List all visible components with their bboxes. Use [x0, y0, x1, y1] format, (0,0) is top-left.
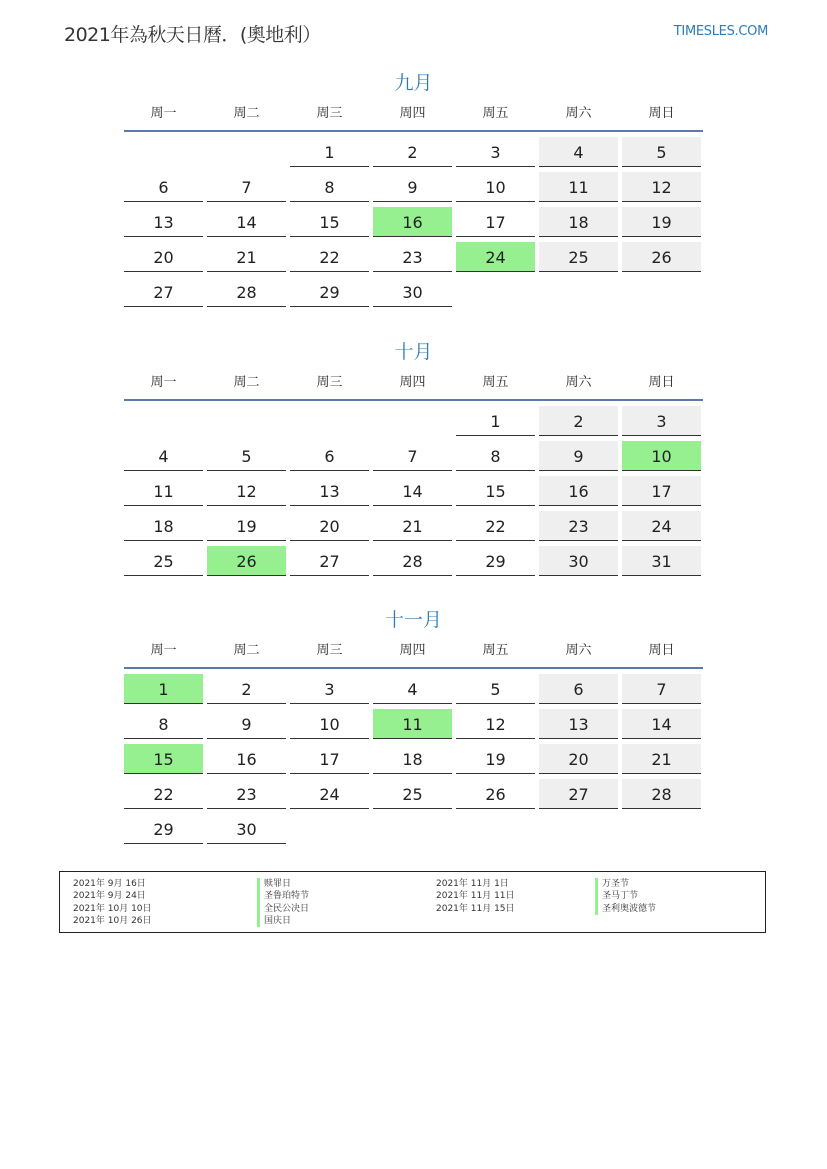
empty-cell [124, 406, 203, 435]
day-cell: 3 [622, 406, 701, 436]
holiday-day-cell: 11 [373, 709, 452, 739]
day-cell: 10 [456, 172, 535, 202]
legend-holiday-date: 2021年 11月 15日 [436, 903, 515, 914]
day-cell: 1 [456, 406, 535, 436]
day-cell: 11 [539, 172, 618, 202]
day-cell: 15 [290, 207, 369, 237]
month-title: 九月 [394, 72, 433, 94]
legend-holiday-name: 万圣节 [595, 878, 656, 890]
day-cell: 1 [290, 137, 369, 167]
weekday-label: 周三 [316, 643, 343, 658]
legend-holiday-date: 2021年 10月 10日 [73, 903, 152, 914]
weekday-label: 周日 [648, 106, 675, 121]
day-cell: 3 [456, 137, 535, 167]
day-cell: 16 [207, 744, 286, 774]
holiday-day-cell: 24 [456, 242, 535, 272]
month-title: 十一月 [384, 609, 442, 631]
day-cell: 21 [622, 744, 701, 774]
month-title: 十月 [394, 341, 433, 363]
day-cell: 6 [290, 441, 369, 471]
day-cell: 5 [622, 137, 701, 167]
legend-holiday-date: 2021年 11月 1日 [436, 879, 509, 889]
month-october [124, 339, 703, 576]
weekday-label: 周一 [150, 106, 177, 121]
day-cell: 23 [539, 511, 618, 541]
weekday-label: 周日 [648, 375, 675, 390]
day-cell: 20 [539, 744, 618, 774]
holiday-day-cell: 15 [124, 744, 203, 774]
legend-holiday-date: 2021年 9月 24日 [73, 891, 146, 902]
day-cell: 27 [290, 546, 369, 576]
day-grid [124, 406, 703, 576]
day-cell: 30 [539, 546, 618, 576]
brand-link[interactable]: TIMESLES.COM [673, 24, 768, 39]
empty-cell [207, 406, 286, 435]
day-cell: 17 [456, 207, 535, 237]
day-cell: 6 [124, 172, 203, 202]
weekday-label: 周一 [150, 375, 177, 390]
day-cell: 13 [124, 207, 203, 237]
day-cell: 23 [373, 242, 452, 272]
day-cell: 20 [124, 242, 203, 272]
legend-names-left [257, 878, 309, 927]
weekday-header [124, 373, 703, 401]
weekday-label: 周四 [399, 375, 426, 390]
empty-cell [290, 406, 369, 435]
day-cell: 2 [539, 406, 618, 436]
day-cell: 7 [622, 674, 701, 704]
day-cell: 21 [207, 242, 286, 272]
holiday-legend [59, 871, 766, 933]
weekday-label: 周二 [233, 106, 260, 121]
weekday-label: 周日 [648, 643, 675, 658]
holiday-day-cell: 1 [124, 674, 203, 704]
legend-holiday-name: 圣鲁珀特节 [257, 890, 309, 902]
month-november [124, 607, 703, 844]
day-cell: 28 [622, 779, 701, 809]
day-cell: 24 [290, 779, 369, 809]
day-cell: 18 [373, 744, 452, 774]
day-cell: 22 [124, 779, 203, 809]
day-cell: 12 [456, 709, 535, 739]
day-cell: 22 [290, 242, 369, 272]
day-grid [124, 137, 703, 307]
day-cell: 25 [539, 242, 618, 272]
day-cell: 8 [456, 441, 535, 471]
legend-holiday-date: 2021年 11月 11日 [436, 891, 515, 902]
day-cell: 4 [539, 137, 618, 167]
weekday-label: 周四 [399, 106, 426, 121]
page-title: 2021年為秋天日曆．(奧地利） [64, 24, 321, 46]
holiday-day-cell: 10 [622, 441, 701, 471]
day-cell: 12 [622, 172, 701, 202]
day-cell: 7 [373, 441, 452, 471]
weekday-label: 周五 [482, 106, 509, 121]
day-cell: 28 [373, 546, 452, 576]
weekday-header [124, 104, 703, 132]
weekday-label: 周六 [565, 643, 592, 658]
legend-holiday-date: 2021年 9月 16日 [73, 879, 146, 889]
weekday-label: 周六 [565, 375, 592, 390]
day-cell: 4 [373, 674, 452, 704]
day-cell: 19 [456, 744, 535, 774]
day-cell: 13 [539, 709, 618, 739]
legend-holiday-name: 圣马丁节 [595, 890, 656, 902]
day-cell: 4 [124, 441, 203, 471]
legend-holiday-name: 圣利奥波德节 [595, 903, 656, 915]
day-cell: 19 [622, 207, 701, 237]
day-cell: 14 [207, 207, 286, 237]
legend-names-right [595, 878, 656, 915]
day-cell: 6 [539, 674, 618, 704]
day-cell: 2 [373, 137, 452, 167]
day-cell: 18 [539, 207, 618, 237]
weekday-label: 周三 [316, 375, 343, 390]
day-cell: 27 [124, 277, 203, 307]
day-cell: 11 [124, 476, 203, 506]
weekday-header [124, 641, 703, 669]
day-cell: 25 [373, 779, 452, 809]
day-cell: 18 [124, 511, 203, 541]
holiday-day-cell: 16 [373, 207, 452, 237]
day-cell: 27 [539, 779, 618, 809]
day-cell: 16 [539, 476, 618, 506]
legend-dates-right [436, 878, 515, 915]
day-cell: 9 [539, 441, 618, 471]
day-cell: 8 [124, 709, 203, 739]
day-cell: 30 [373, 277, 452, 307]
day-cell: 25 [124, 546, 203, 576]
day-cell: 8 [290, 172, 369, 202]
day-cell: 3 [290, 674, 369, 704]
day-cell: 12 [207, 476, 286, 506]
day-cell: 17 [290, 744, 369, 774]
day-cell: 29 [456, 546, 535, 576]
month-september [124, 70, 703, 307]
weekday-label: 周五 [482, 643, 509, 658]
day-cell: 7 [207, 172, 286, 202]
legend-holiday-name: 全民公决日 [257, 903, 309, 915]
day-cell: 26 [456, 779, 535, 809]
day-cell: 29 [290, 277, 369, 307]
day-cell: 13 [290, 476, 369, 506]
weekday-label: 周五 [482, 375, 509, 390]
day-cell: 14 [373, 476, 452, 506]
empty-cell [124, 137, 203, 166]
legend-holiday-name: 国庆日 [257, 915, 309, 927]
day-cell: 19 [207, 511, 286, 541]
day-cell: 28 [207, 277, 286, 307]
day-cell: 24 [622, 511, 701, 541]
day-cell: 9 [207, 709, 286, 739]
day-cell: 2 [207, 674, 286, 704]
legend-dates-left [73, 878, 152, 927]
day-cell: 15 [456, 476, 535, 506]
day-cell: 9 [373, 172, 452, 202]
day-cell: 10 [290, 709, 369, 739]
legend-holiday-date: 2021年 10月 26日 [73, 915, 152, 926]
weekday-label: 周二 [233, 375, 260, 390]
day-cell: 30 [207, 814, 286, 844]
legend-holiday-name: 赎罪日 [257, 878, 309, 890]
day-cell: 23 [207, 779, 286, 809]
day-cell: 14 [622, 709, 701, 739]
weekday-label: 周四 [399, 643, 426, 658]
weekday-label: 周二 [233, 643, 260, 658]
day-cell: 22 [456, 511, 535, 541]
day-cell: 21 [373, 511, 452, 541]
weekday-label: 周六 [565, 106, 592, 121]
empty-cell [207, 137, 286, 166]
day-cell: 31 [622, 546, 701, 576]
day-cell: 17 [622, 476, 701, 506]
day-cell: 5 [207, 441, 286, 471]
weekday-label: 周三 [316, 106, 343, 121]
day-cell: 26 [622, 242, 701, 272]
empty-cell [373, 406, 452, 435]
weekday-label: 周一 [150, 643, 177, 658]
day-grid [124, 674, 703, 844]
day-cell: 20 [290, 511, 369, 541]
day-cell: 5 [456, 674, 535, 704]
day-cell: 29 [124, 814, 203, 844]
holiday-day-cell: 26 [207, 546, 286, 576]
